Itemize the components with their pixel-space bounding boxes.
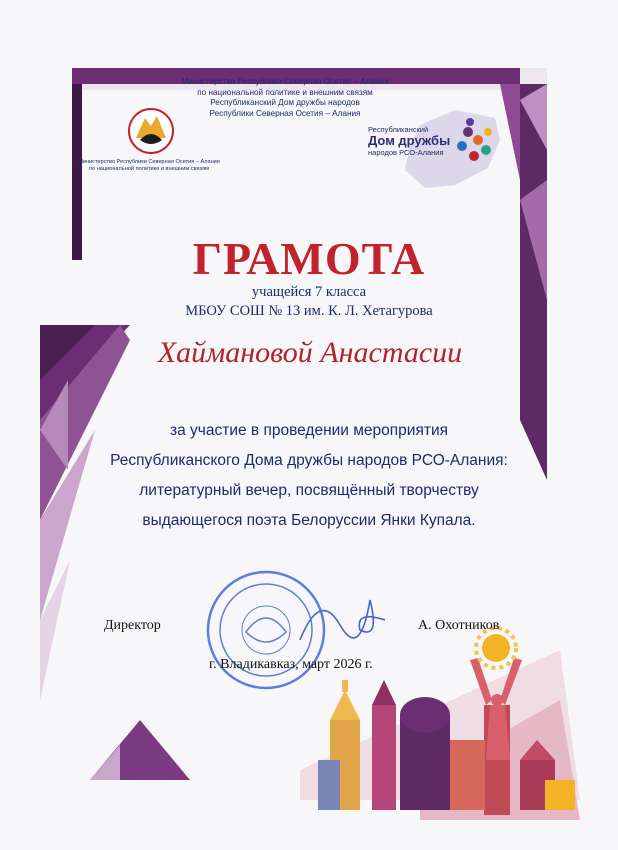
recipient-info <box>150 283 468 321</box>
award-text-line: за участие в проведении мероприятия <box>169 422 448 439</box>
building <box>372 705 396 810</box>
emblem-caption <box>74 159 224 173</box>
house-logo <box>368 125 463 157</box>
building <box>318 760 340 810</box>
building <box>450 740 485 810</box>
emblem-caption-line: по национальной политике и внешним связям <box>89 166 209 172</box>
place-date: г. Владикавказ, март 2026 г. <box>209 657 373 672</box>
director-label: Директор <box>104 618 161 633</box>
statue-head <box>491 694 503 706</box>
house-logo-line3: народов РСО-Алания <box>368 148 444 157</box>
certificate-title: ГРАМОТА <box>192 233 426 284</box>
award-text-line: Республиканского Дома дружбы народов РСО-Алания: <box>110 452 508 469</box>
recipient-info-line: МБОУ СОШ № 13 им. К. Л. Хетагурова <box>185 303 433 319</box>
signature-scribble <box>300 600 385 640</box>
building <box>545 780 575 810</box>
ministry-header <box>150 77 420 119</box>
ministry-header-line: Республики Северная Осетия – Алания <box>209 108 361 118</box>
award-text-line: выдающегося поэта Белоруссии Янки Купала. <box>142 512 476 529</box>
emblem-caption-line: Министерство Республики Северная Осетия – Алания <box>78 159 220 165</box>
house-logo-line2: Дом дружбы <box>368 133 451 148</box>
frame-bottom-left <box>90 745 120 780</box>
ministry-header-line: по национальной политике и внешним связям <box>197 87 373 97</box>
recipient-name: Хаймановой Анастасии <box>157 336 463 369</box>
ministry-header-line: Министерство Республики Северная Осетия – Алания <box>181 77 389 86</box>
director-name: А. Охотников <box>418 618 500 633</box>
sun-icon <box>482 634 510 662</box>
award-text <box>70 416 548 536</box>
award-text-line: литературный вечер, посвящённый творчеству <box>139 482 479 499</box>
recipient-info-line: учащейся 7 класса <box>251 284 367 300</box>
ministry-header-line: Республиканский Дом дружбы народов <box>210 98 360 107</box>
house-logo-line1: Республиканский <box>368 125 429 134</box>
